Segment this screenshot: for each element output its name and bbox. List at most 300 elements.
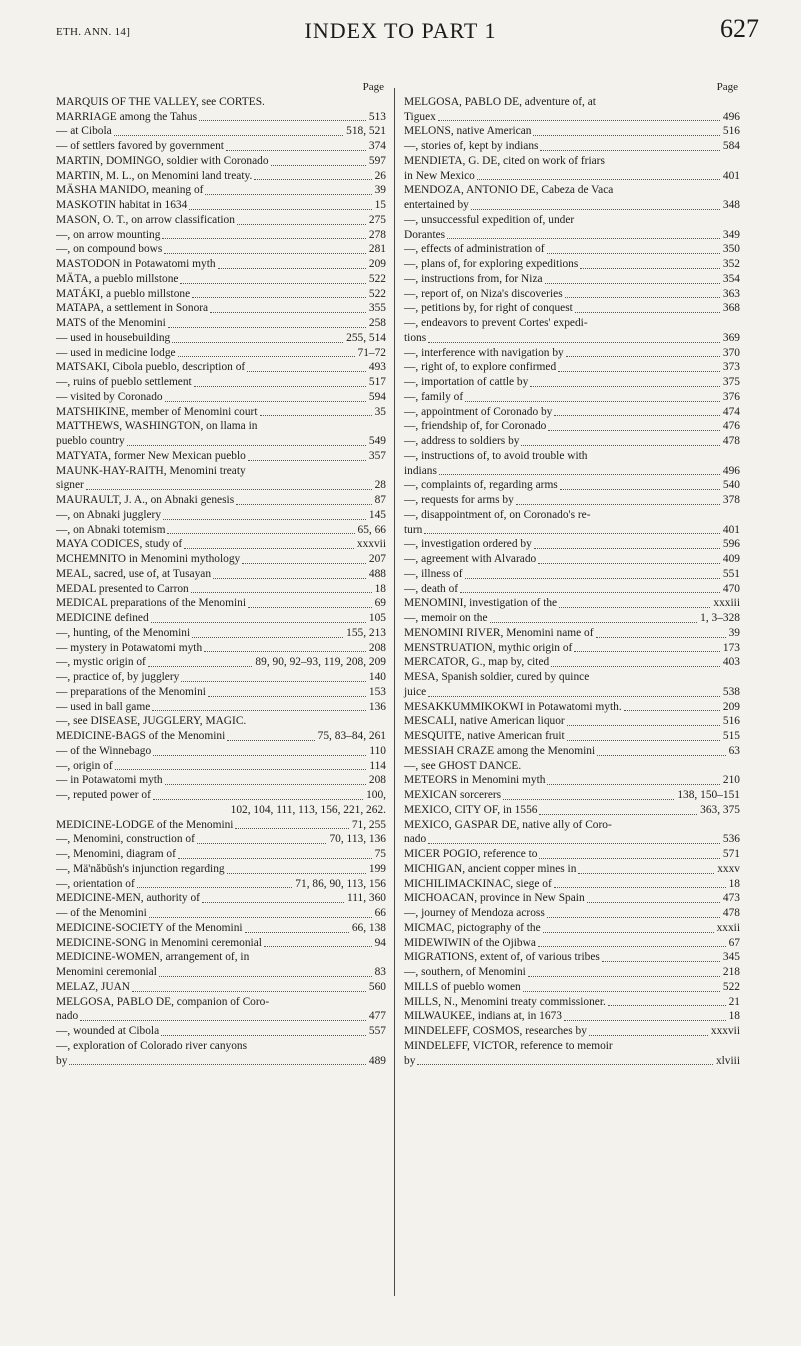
index-entry-term: MICHOACAN, province in New Spain [404, 892, 585, 905]
dot-leader [575, 311, 720, 313]
index-entry-page-ref: 368 [722, 302, 740, 315]
index-entry-page-ref: 155, 213 [346, 626, 386, 639]
index-entry-term: MEDICINE-BAGS of the Menomini [56, 730, 226, 742]
index-entry-page-ref: 75 [374, 848, 386, 860]
dot-leader [127, 444, 366, 446]
index-entry [56, 493, 386, 508]
index-entry [404, 390, 740, 405]
index-entry-term: — mystery in Potawatomi myth [56, 641, 203, 654]
dot-leader [558, 370, 720, 372]
index-column-right [404, 80, 740, 1068]
dot-leader [264, 945, 372, 947]
index-entry-line: MAUNK-HAY-RAITH, Menomini treaty [56, 464, 246, 477]
dot-leader [547, 252, 720, 254]
column-heading: Page [362, 81, 384, 93]
index-entry [404, 301, 740, 316]
index-entry-page-ref: 403 [722, 656, 740, 669]
index-entry-page-ref: xxxv [717, 862, 740, 875]
index-entry-term: MARTIN, M. L., on Menomini land treaty. [56, 169, 253, 182]
index-entry-page-ref: 540 [722, 479, 740, 492]
index-entry [404, 552, 740, 567]
index-entry-term: MARRIAGE among the Tahus [56, 110, 198, 123]
index-entry-page-ref: 28 [374, 479, 386, 492]
dot-leader [528, 975, 720, 977]
dot-leader [137, 886, 293, 888]
dot-leader [548, 429, 720, 431]
dot-leader [597, 754, 726, 756]
dot-leader [213, 577, 366, 579]
index-entry-page-ref: 538 [722, 685, 740, 698]
index-entry-term: MEDICINE-SOCIETY of the Menomini [56, 921, 243, 934]
dot-leader [210, 311, 366, 313]
dot-leader [189, 208, 371, 210]
index-entry-page-ref: 373 [722, 361, 740, 374]
index-entry-page-ref: 363 [722, 287, 740, 300]
dot-leader [153, 754, 366, 756]
index-entry [404, 139, 740, 154]
index-entry [56, 641, 386, 656]
index-entry [56, 434, 386, 449]
index-entry-term: Menomini ceremonial [56, 966, 157, 978]
index-entry-term: MATÁKI, a pueblo millstone [56, 287, 191, 300]
index-entry-term: MATAPA, a settlement in Sonora [56, 302, 209, 315]
index-entry-term: MATSHIKINE, member of Menomini court [56, 405, 258, 418]
index-entry [56, 906, 386, 921]
dot-leader [208, 695, 366, 697]
index-entry-page-ref: 401 [722, 523, 740, 536]
index-entry-line: MELGOSA, PABLO DE, companion of Coro- [56, 995, 270, 1008]
index-entry-page-ref: 18 [374, 582, 386, 595]
index-entry-term: —, origin of [56, 759, 113, 772]
dot-leader [237, 223, 366, 225]
dot-leader [218, 267, 366, 269]
index-entry-page-ref: xxxvii [356, 538, 386, 551]
index-entry-page-ref: 275 [368, 213, 386, 226]
index-entry-term: —, on arrow mounting [56, 228, 161, 241]
index-entry-page-ref: 409 [722, 553, 740, 565]
index-entry [56, 965, 386, 980]
index-entry [404, 832, 740, 847]
index-entry-term: juice [404, 685, 427, 698]
dot-leader [172, 341, 343, 343]
index-entry-term: —, practice of, by jugglery [56, 671, 180, 683]
index-entry [56, 316, 386, 331]
index-entry-page-ref: 71–72 [357, 346, 386, 359]
index-entry-page-ref: 71, 86, 90, 113, 156 [295, 877, 386, 890]
index-entry-term: MESCALI, native American liquor [404, 715, 565, 728]
index-entry [56, 375, 386, 390]
index-entry-term: MEDICINE-MEN, authority of [56, 892, 200, 905]
index-entry-term: MENOMINI RIVER, Menomini name of [404, 626, 594, 639]
index-entry-page-ref: 140 [368, 671, 386, 683]
index-entry-pages-continued: 102, 104, 111, 113, 156, 221, 262. [230, 803, 386, 816]
index-entry-term: —, Menomini, construction of [56, 833, 195, 846]
index-entry-term: MINDELEFF, COSMOS, researches by [404, 1025, 587, 1037]
dot-leader [148, 665, 253, 667]
index-entry-page-ref: 199 [368, 862, 386, 875]
index-entry-term: — used in medicine lodge [56, 346, 176, 359]
index-entry-term: entertained by [404, 199, 469, 211]
index-entry-page-ref: 138, 150–151 [677, 789, 740, 801]
index-entry [404, 788, 740, 803]
index-entry [404, 803, 740, 818]
index-entry-page-ref: 363, 375 [700, 803, 740, 816]
index-entry-term: —, illness of [404, 567, 463, 580]
index-entry-page-ref: 258 [368, 317, 386, 329]
index-entry-page-ref: 114 [369, 759, 386, 772]
index-entry-page-ref: 536 [722, 833, 740, 846]
index-entry-term: MEDICINE-LODGE of the Menomini [56, 818, 234, 831]
dot-leader [245, 931, 349, 933]
index-entry-page-ref: 370 [722, 346, 740, 359]
index-entry-page-ref: 560 [368, 980, 386, 993]
index-entry [404, 655, 740, 670]
dot-leader [503, 798, 674, 800]
index-entry [56, 405, 386, 420]
index-entry-page-ref: 281 [368, 243, 386, 256]
index-entry-page-ref: 66 [374, 907, 386, 919]
index-entry-page-ref: 1, 3–328 [700, 612, 740, 624]
index-entry-term: tions [404, 331, 427, 344]
index-entry-page-ref: 478 [722, 435, 740, 447]
dot-leader [248, 459, 366, 461]
dot-leader [205, 193, 371, 195]
index-entry-term: —, investigation ordered by [404, 538, 532, 551]
running-head-left: ETH. ANN. 14] [56, 26, 131, 38]
index-entry [404, 493, 740, 508]
index-entry [56, 287, 386, 302]
index-entry-term: —, hunting, of the Menomini [56, 626, 191, 639]
index-entry-page-ref: 571 [722, 848, 740, 860]
dot-leader [428, 341, 720, 343]
index-entry-term: —, friendship of, for Coronado [404, 420, 547, 433]
index-entry-term: MASKOTIN habitat in 1634 [56, 199, 188, 211]
index-entry-page-ref: 66, 138 [351, 921, 386, 934]
index-entry [404, 1009, 740, 1024]
index-entry-term: —, agreement with Alvarado [404, 553, 537, 565]
index-entry-term: —, ruins of pueblo settlement [56, 376, 192, 388]
dot-leader [184, 547, 354, 549]
index-entry [404, 611, 740, 626]
index-entry-page-ref: 470 [722, 582, 740, 595]
index-entry [404, 1054, 740, 1069]
index-entry [404, 198, 740, 213]
index-entry-term: MEXICAN sorcerers [404, 789, 502, 801]
dot-leader [516, 503, 720, 505]
dot-leader [194, 385, 366, 387]
index-entry [404, 862, 740, 877]
index-entry-term: Tiguex [404, 110, 436, 123]
index-entry-term: —, see DISEASE, JUGGLERY, MAGIC. [56, 715, 247, 728]
index-entry-term: —, reputed power of [56, 789, 151, 801]
index-entry [56, 331, 386, 346]
index-entry-page-ref: 105 [368, 612, 386, 624]
dot-leader [539, 857, 719, 859]
index-entry-page-ref: 594 [368, 390, 386, 403]
index-entry-page-ref: 355 [368, 302, 386, 315]
index-entry [404, 950, 740, 965]
index-entry-term: —, effects of administration of [404, 243, 545, 256]
dot-leader [260, 414, 372, 416]
dot-leader [247, 370, 366, 372]
index-entry-term: — at Cibola [56, 125, 112, 138]
index-entry-line: MEXICO, GASPAR DE, native ally of Coro- [404, 818, 612, 831]
index-entry [404, 759, 740, 774]
dot-leader [587, 901, 720, 903]
index-entry [56, 980, 386, 995]
index-entry-page-ref: 145 [368, 508, 386, 521]
index-entry-term: —, on Abnaki totemism [56, 523, 166, 536]
dot-leader [271, 164, 366, 166]
index-entry-term: MILLS of pueblo women [404, 980, 521, 993]
index-entry-term: nado [56, 1010, 79, 1023]
dot-leader [490, 621, 698, 623]
dot-leader [163, 518, 366, 520]
dot-leader [115, 768, 367, 770]
index-entry-page-ref: 173 [722, 641, 740, 654]
index-entry-page-ref: 493 [368, 361, 386, 374]
index-entry [56, 301, 386, 316]
index-entry-term: MIGRATIONS, extent of, of various tribes [404, 951, 600, 964]
index-entry-page-ref: 378 [722, 494, 740, 506]
index-entry-term: — used in housebuilding [56, 331, 171, 344]
index-entry-page-ref: 478 [722, 907, 740, 919]
index-entry [56, 788, 386, 803]
index-entry [56, 154, 386, 169]
dot-leader [559, 606, 710, 608]
index-entry [404, 906, 740, 921]
index-entry [56, 936, 386, 951]
index-entry [56, 242, 386, 257]
index-entry-page-ref: 83 [374, 966, 386, 978]
index-entry [404, 877, 740, 892]
index-entry-page-ref: 209 [368, 258, 386, 270]
index-entry-term: —, petitions by, for right of conquest [404, 302, 573, 315]
dot-leader [191, 591, 372, 593]
index-entry-line: MINDELEFF, VICTOR, reference to memoir [404, 1039, 613, 1052]
index-entry-page-ref: 549 [368, 435, 386, 447]
index-entry [56, 655, 386, 670]
index-entry [56, 523, 386, 538]
dot-leader [254, 178, 371, 180]
index-entry-line: MATTHEWS, WASHINGTON, on llama in [56, 420, 258, 433]
dot-leader [545, 282, 720, 284]
index-entry-term: MEXICO, CITY OF, in 1556 [404, 803, 538, 816]
index-entry-page-ref: 522 [722, 980, 740, 993]
index-entry [404, 272, 740, 287]
index-entry [404, 360, 740, 375]
index-entry-term: —, journey of Mendoza across [404, 907, 545, 919]
index-entry-term: MAURAULT, J. A., on Abnaki genesis [56, 494, 235, 506]
index-entry-term: MILWAUKEE, indians at, in 1673 [404, 1010, 562, 1023]
index-entry-term: MAYA CODICES, study of [56, 538, 183, 551]
index-entry-page-ref: 557 [368, 1025, 386, 1037]
dot-leader [547, 783, 719, 785]
index-entry-page-ref: 136 [368, 700, 386, 713]
index-entry-page-ref: 597 [368, 154, 386, 167]
index-entry-term: MATSAKI, Cibola pueblo, description of [56, 361, 246, 374]
dot-leader [236, 503, 371, 505]
index-entry-term: —, importation of cattle by [404, 376, 529, 388]
index-entry [404, 744, 740, 759]
dot-leader [197, 842, 327, 844]
index-entry [56, 552, 386, 567]
index-entry [404, 346, 740, 361]
index-entry [56, 110, 386, 125]
index-entry-term: —, death of [404, 582, 459, 595]
index-entry [404, 287, 740, 302]
index-entry-page-ref: 208 [368, 641, 386, 654]
dot-leader [564, 1019, 726, 1021]
index-entry [56, 714, 386, 729]
index-entry-page-ref: 209 [722, 700, 740, 713]
dot-leader [428, 842, 720, 844]
index-entry-page-ref: 65, 66 [357, 523, 386, 536]
index-entry-term: MESAKKUMMIKOKWI in Potawatomi myth. [404, 700, 622, 713]
dot-leader [465, 577, 720, 579]
index-entry [404, 405, 740, 420]
index-entry [404, 729, 740, 744]
index-entry-page-ref: 473 [722, 892, 740, 905]
dot-leader [202, 901, 344, 903]
index-entry-page-ref: 207 [368, 553, 386, 565]
index-entry [404, 567, 740, 582]
dot-leader [248, 606, 372, 608]
index-entry [56, 1024, 386, 1039]
index-entry [56, 891, 386, 906]
index-entry [404, 1024, 740, 1039]
index-entry-page-ref: 348 [722, 199, 740, 211]
dot-leader [460, 591, 720, 593]
index-entry-page-ref: 516 [722, 715, 740, 728]
index-entry-page-ref: 474 [722, 405, 740, 418]
dot-leader [624, 709, 720, 711]
index-entry-term: nado [404, 833, 427, 846]
index-entry-line: MEDICINE-WOMEN, arrangement of, in [56, 951, 250, 964]
dot-leader [267, 106, 383, 107]
index-entry-term: MASON, O. T., on arrow classification [56, 213, 235, 226]
dot-leader [167, 532, 354, 534]
index-entry-term: —, requests for arms by [404, 494, 514, 506]
index-entry-line: MESA, Spanish soldier, cured by quince [404, 671, 590, 683]
dot-leader [530, 385, 720, 387]
dot-leader [132, 990, 366, 992]
dot-leader [192, 296, 366, 298]
dot-leader [567, 724, 720, 726]
dot-leader [424, 532, 720, 534]
index-entry-page-ref: 18 [728, 1010, 740, 1023]
index-entry-page-ref: 496 [722, 110, 740, 123]
index-entry-page-ref: 551 [722, 567, 740, 580]
index-entry-term: —, orientation of [56, 877, 135, 890]
index-entry [56, 1054, 386, 1069]
index-entry [56, 626, 386, 641]
index-entry-term: pueblo country [56, 435, 125, 447]
dot-leader [152, 709, 366, 711]
index-entry [404, 980, 740, 995]
dot-leader [521, 444, 719, 446]
index-entry-term: by [404, 1054, 416, 1067]
index-entry-term: MEAL, sacred, use of, at Tusayan [56, 567, 212, 580]
index-entry [404, 921, 740, 936]
dot-leader [80, 1019, 366, 1021]
index-entry-term: —, report of, on Niza's discoveries [404, 287, 563, 300]
index-entry-term: — used in ball game [56, 700, 151, 713]
dot-leader [226, 149, 366, 151]
index-entry [56, 670, 386, 685]
index-entry [56, 449, 386, 464]
dot-leader [181, 680, 366, 682]
index-entry-page-ref: 352 [722, 258, 740, 270]
index-entry-page-ref: 153 [368, 685, 386, 698]
dot-leader [596, 636, 726, 638]
page-header [0, 0, 801, 70]
dot-leader [533, 134, 719, 136]
index-entry-page-ref: 376 [722, 390, 740, 403]
index-entry [404, 537, 740, 552]
index-entry-term: MEDICAL preparations of the Menomini [56, 597, 247, 610]
index-entry [56, 478, 386, 493]
dot-leader [164, 252, 366, 254]
index-entry-page-ref: 70, 113, 136 [329, 833, 386, 846]
dot-leader [149, 916, 372, 918]
index-entry-term: MICHILIMACKINAC, siege of [404, 877, 552, 890]
index-entry-page-ref: 15 [374, 199, 386, 211]
index-entry [56, 744, 386, 759]
dot-leader [86, 488, 372, 490]
index-entry-page-ref: 489 [368, 1054, 386, 1067]
dot-leader [523, 990, 720, 992]
index-entry-term: —, instructions from, for Niza [404, 272, 543, 285]
dot-leader [543, 931, 714, 933]
dot-leader [471, 208, 720, 210]
dot-leader [227, 739, 314, 741]
index-entry [56, 183, 386, 198]
dot-leader [178, 355, 355, 357]
index-entry-term: —, interference with navigation by [404, 346, 564, 359]
index-entry-page-ref: 476 [722, 420, 740, 433]
index-entry-term: MÄSHA MANIDO, meaning of [56, 184, 204, 197]
dot-leader [538, 945, 726, 947]
dot-leader [554, 414, 720, 416]
index-entry-page-ref: 208 [368, 774, 386, 787]
index-entry-term: —, see GHOST DANCE. [404, 759, 522, 772]
index-entry-term: MÄTA, a pueblo millstone [56, 272, 179, 285]
index-entry-term: MELAZ, JUAN [56, 980, 131, 993]
index-entry-page-ref: 94 [374, 936, 386, 949]
index-entry [56, 700, 386, 715]
index-entry [404, 995, 740, 1010]
index-entry-page-ref: 518, 521 [346, 125, 386, 138]
index-entry-page-ref: 513 [368, 110, 386, 123]
dot-leader [567, 739, 720, 741]
index-entry [404, 331, 740, 346]
index-entry [56, 567, 386, 582]
index-entry [404, 478, 740, 493]
index-entry [56, 390, 386, 405]
index-entry [56, 818, 386, 833]
index-entry-page-ref: 26 [374, 169, 386, 182]
index-entry-term: MEDICINE-SONG in Menomini ceremonial [56, 936, 262, 949]
index-entry [56, 272, 386, 287]
index-entry [404, 641, 740, 656]
index-entry [404, 936, 740, 951]
dot-leader [227, 872, 366, 874]
index-entry-page-ref: 522 [368, 272, 386, 285]
index-entry [56, 346, 386, 361]
index-entry-term: — preparations of the Menomini [56, 685, 206, 698]
index-entry-term: indians [404, 464, 437, 477]
